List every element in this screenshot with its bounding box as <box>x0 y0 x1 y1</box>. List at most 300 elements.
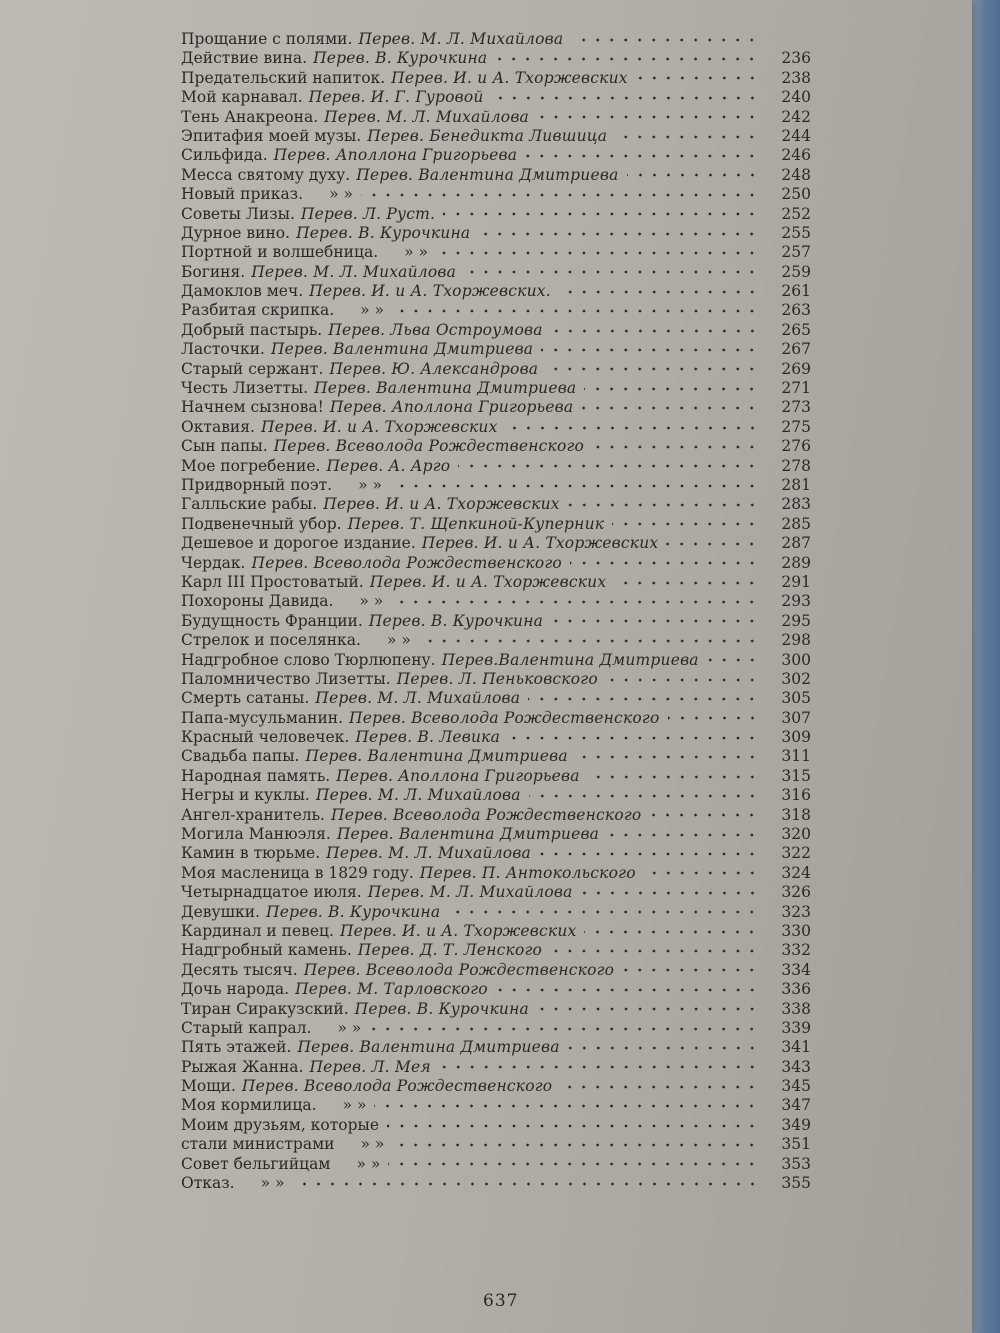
toc-entry <box>181 670 811 689</box>
dot-leader <box>388 1161 759 1167</box>
entry-translator: Перев. М. Л. Михайлова <box>324 107 529 126</box>
book-cover-edge <box>970 0 1000 1333</box>
dot-leader <box>570 560 759 566</box>
dot-leader <box>644 870 759 876</box>
entry-translator: » » <box>386 631 411 650</box>
dot-leader <box>614 580 759 586</box>
entry-title: Добрый пастырь. <box>181 320 323 339</box>
entry-page-number: 320 <box>781 825 811 844</box>
entry-translator: Перев. Валентина Дмитриева <box>297 1038 560 1057</box>
toc-entry <box>181 379 811 398</box>
entry-page-number: 334 <box>781 960 811 979</box>
entry-page-number: 257 <box>781 243 811 262</box>
dot-leader <box>612 521 759 527</box>
entry-title: Тень Анакреона. <box>181 107 319 126</box>
dot-leader <box>666 541 759 547</box>
entry-translator: Перев. В. Курочкина <box>354 999 529 1018</box>
entry-title: Старый сержант. <box>181 359 324 378</box>
entry-title: Негры и куклы. <box>181 786 310 805</box>
toc-entry <box>181 185 811 204</box>
entry-title: Моя кормилица. <box>181 1096 317 1115</box>
dot-leader <box>458 463 759 469</box>
dot-leader <box>539 851 759 857</box>
dot-leader <box>525 153 759 159</box>
entry-page-number: 345 <box>781 1077 811 1096</box>
entry-page-number: 263 <box>781 301 811 320</box>
entry-page-number: 259 <box>781 262 811 281</box>
dot-leader <box>584 386 759 392</box>
entry-page-number: 305 <box>781 689 811 708</box>
entry-translator: » » <box>359 592 384 611</box>
entry-page-number: 298 <box>781 631 811 650</box>
entry-translator: Перев. И. и А. Тхоржевских. <box>309 282 551 301</box>
entry-title: Надгробное слово Тюрлюпену. <box>181 650 436 669</box>
entry-page-number: 336 <box>781 980 811 999</box>
dot-leader <box>387 1123 759 1129</box>
dot-leader <box>568 1045 759 1051</box>
entry-title: Придворный поэт. <box>181 475 333 494</box>
entry-title: Новый приказ. <box>181 185 304 204</box>
toc-entry <box>181 166 811 185</box>
dot-leader <box>529 793 759 799</box>
entry-translator: Перев. И. и А. Тхоржевских <box>323 495 560 514</box>
dot-leader <box>636 75 759 81</box>
entry-page-number: 295 <box>781 611 811 630</box>
entry-title: Советы Лизы. <box>181 204 295 223</box>
toc-entry <box>181 980 811 999</box>
entry-title: Надгробный камень. <box>181 941 352 960</box>
entry-title: Десять тысяч. <box>181 960 298 979</box>
entry-translator: Перев. Всеволода Рождественского <box>349 708 660 727</box>
dot-leader <box>478 231 759 237</box>
entry-page-number: 323 <box>781 902 811 921</box>
entry-translator: Перев. А. Арго <box>326 456 451 475</box>
entry-translator: Перев. И. Г. Гуровой <box>308 88 484 107</box>
entry-title: Дамоклов меч. <box>181 282 304 301</box>
dot-leader <box>551 328 759 334</box>
toc-entry <box>181 1155 811 1174</box>
toc-entry <box>181 631 811 650</box>
entry-title: Папа-мусульманин. <box>181 708 344 727</box>
toc-entry <box>181 534 811 553</box>
entry-page-number: 278 <box>781 456 811 475</box>
entry-page-number: 309 <box>781 728 811 747</box>
table-of-contents <box>181 30 811 1193</box>
dot-leader <box>551 618 759 624</box>
entry-title: Похороны Давида. <box>181 592 334 611</box>
dot-leader <box>592 444 759 450</box>
toc-entry <box>181 224 811 243</box>
entry-translator: Перев. И. и А. Тхоржевских <box>421 534 659 553</box>
dot-leader <box>581 890 759 896</box>
dot-leader <box>419 638 759 644</box>
toc-entry <box>181 864 811 883</box>
entry-translator: Перев. Ю. Александрова <box>329 359 539 378</box>
entry-page-number: 244 <box>781 126 811 145</box>
toc-entry <box>181 340 811 359</box>
toc-entry <box>181 321 811 340</box>
entry-title: Тиран Сиракузский. <box>181 999 349 1018</box>
dot-leader <box>361 192 759 198</box>
dot-leader <box>627 172 759 178</box>
entry-page-number: 311 <box>781 747 811 766</box>
entry-page-number: 293 <box>781 592 811 611</box>
entry-page-number: 326 <box>781 883 811 902</box>
entry-title: Стрелок и поселянка. <box>181 631 361 650</box>
entry-page-number: 238 <box>781 68 811 87</box>
entry-title: Сын папы. <box>181 437 268 456</box>
toc-entry <box>181 825 811 844</box>
entry-page-number: 338 <box>781 999 811 1018</box>
dot-leader <box>508 735 759 741</box>
entry-title: Старый капрал. <box>181 1018 312 1037</box>
entry-page-number: 302 <box>781 669 811 688</box>
toc-entry <box>181 127 811 146</box>
entry-page-number: 267 <box>781 340 811 359</box>
dot-leader <box>293 1181 760 1187</box>
entry-translator: Перев. П. Антокольского <box>419 863 636 882</box>
entry-title: Предательский напиток. <box>181 68 386 87</box>
entry-title: Свадьба папы. <box>181 747 300 766</box>
toc-entry <box>181 592 811 611</box>
entry-title: Честь Лизетты. <box>181 379 309 398</box>
entry-title: Начнем сызнова! <box>181 398 324 417</box>
entry-title: Отказ. <box>181 1174 235 1193</box>
entry-translator: Перев. Аполлона Григорьева <box>273 146 518 165</box>
entry-title: Ангел-хранитель. <box>181 805 325 824</box>
entry-title: Кардинал и певец. <box>181 921 334 940</box>
dot-leader <box>588 774 759 780</box>
entry-translator: Перев. В. Курочкина <box>265 902 441 921</box>
entry-title: Дурное вино. <box>181 223 291 242</box>
toc-entry <box>181 806 811 825</box>
toc-entry <box>181 941 811 960</box>
entry-translator: Перев. Аполлона Григорьева <box>336 766 580 785</box>
dot-leader <box>649 812 759 818</box>
entry-translator: Перев. В. Курочкина <box>313 49 488 68</box>
toc-entry <box>181 495 811 514</box>
entry-page-number: 289 <box>781 553 811 572</box>
entry-title: Совет бельгийцам <box>181 1154 331 1173</box>
toc-entry <box>181 573 811 592</box>
entry-page-number: 283 <box>781 495 811 514</box>
entry-page-number: 332 <box>781 941 811 960</box>
dot-leader <box>496 987 759 993</box>
entry-translator: Перев. Валентина Дмитриева <box>356 165 619 184</box>
toc-entry <box>181 418 811 437</box>
dot-leader <box>464 269 759 275</box>
entry-translator: Перев. Валентина Дмитриева <box>305 747 568 766</box>
toc-entry <box>181 263 811 282</box>
entry-title: Паломничество Лизетты. <box>181 669 391 688</box>
dot-leader <box>448 909 759 915</box>
entry-page-number: 261 <box>781 282 811 301</box>
entry-translator: Перев. В. Курочкина <box>368 611 544 630</box>
entry-translator: » » <box>360 301 385 320</box>
entry-title: Моим друзьям, которые <box>181 1115 380 1134</box>
entry-translator: » » <box>329 185 353 204</box>
entry-translator: Перев. И. и А. Тхоржевских <box>391 68 628 87</box>
toc-entry <box>181 457 811 476</box>
entry-title: Карл III Простоватый. <box>181 572 364 591</box>
toc-entry <box>181 612 811 631</box>
toc-entry <box>181 1135 811 1154</box>
toc-entry <box>181 1174 811 1193</box>
toc-entry <box>181 1038 811 1057</box>
entry-page-number: 252 <box>781 204 811 223</box>
entry-translator: Перев. Всеволода Рождественского <box>303 960 615 979</box>
toc-entry <box>181 651 811 670</box>
dot-leader <box>391 599 759 605</box>
entry-translator: Перев. М. Л. Михайлова <box>251 262 457 281</box>
dot-leader <box>571 37 759 43</box>
entry-translator: Перев.Валентина Дмитриева <box>441 650 699 669</box>
entry-title: Мое погребение. <box>181 456 321 475</box>
toc-entry <box>181 146 811 165</box>
entry-title: Дочь народа. <box>181 980 290 999</box>
toc-entry <box>181 1116 811 1135</box>
entry-page-number: 242 <box>781 107 811 126</box>
dot-leader <box>537 1006 759 1012</box>
entry-page-number: 316 <box>781 786 811 805</box>
toc-entry <box>181 1096 811 1115</box>
entry-title: Народная память. <box>181 766 331 785</box>
entry-title: Могила Манюэля. <box>181 825 331 844</box>
dot-leader <box>528 696 759 702</box>
entry-translator: Перев. М. Л. Михайлова <box>358 30 564 48</box>
entry-page-number: 339 <box>781 1018 811 1037</box>
entry-title: Камин в тюрьме. <box>181 844 321 863</box>
entry-title: Дешевое и дорогое издание. <box>181 534 416 553</box>
dot-leader <box>546 366 759 372</box>
entry-page-number: 330 <box>781 921 811 940</box>
toc-entry <box>181 1058 811 1077</box>
entry-translator: Перев. Всеволода Рождественского <box>251 553 562 572</box>
entry-page-number: 353 <box>781 1154 811 1173</box>
entry-translator: Перев. М. Тарловского <box>295 980 488 999</box>
entry-page-number: 318 <box>781 805 811 824</box>
entry-page-number: 315 <box>781 766 811 785</box>
entry-title: Галльские рабы. <box>181 495 318 514</box>
entry-translator: Перев. М. Л. Михайлова <box>326 844 531 863</box>
entry-page-number: 275 <box>781 417 811 436</box>
entry-page-number: 285 <box>781 514 811 533</box>
dot-leader <box>392 1142 759 1148</box>
toc-entry <box>181 883 811 902</box>
entry-translator: Перев. В. Левика <box>355 728 501 747</box>
dot-leader <box>392 308 759 314</box>
entry-translator: » » <box>404 243 429 262</box>
toc-entry <box>181 301 811 320</box>
entry-page-number: 347 <box>781 1096 811 1115</box>
entry-translator: Перев. Л. Руст. <box>300 204 436 223</box>
entry-page-number: 250 <box>781 185 811 204</box>
entry-page-number: 343 <box>781 1057 811 1076</box>
entry-translator: Перев. Всеволода Рождественского <box>273 437 585 456</box>
entry-translator: Перев. Л. Мея <box>309 1057 431 1076</box>
entry-page-number: 248 <box>781 165 811 184</box>
entry-title: Октавия. <box>181 417 255 436</box>
dot-leader <box>443 211 759 217</box>
toc-entry <box>181 88 811 107</box>
entry-page-number: 269 <box>781 359 811 378</box>
entry-title: Ласточки. <box>181 340 265 359</box>
entry-title: Эпитафия моей музы. <box>181 126 362 145</box>
page-number: 637 <box>483 1291 519 1311</box>
entry-translator: Перев. И. и А. Тхоржевских <box>260 417 498 436</box>
entry-title: Действие вина. <box>181 49 308 68</box>
toc-entry <box>181 205 811 224</box>
entry-title: Разбитая скрипка. <box>181 301 335 320</box>
entry-title: Мощи. <box>181 1077 236 1096</box>
entry-page-number: 300 <box>781 650 811 669</box>
toc-entry <box>181 476 811 495</box>
dot-leader <box>550 948 759 954</box>
entry-page-number: 324 <box>781 863 811 882</box>
dot-leader <box>559 289 759 295</box>
dot-leader <box>506 425 759 431</box>
entry-translator: Перев. Всеволода Рождественского <box>241 1077 553 1096</box>
entry-page-number: 265 <box>781 320 811 339</box>
entry-translator: Перев. Валентина Дмитриева <box>336 825 600 844</box>
entry-page-number: 273 <box>781 398 811 417</box>
toc-entry <box>181 515 811 534</box>
entry-page-number: 240 <box>781 88 811 107</box>
entry-translator: Перев. Аполлона Григорьева <box>329 398 574 417</box>
entry-page-number: 355 <box>781 1174 811 1193</box>
entry-translator: » » <box>356 1154 381 1173</box>
entry-page-number: 287 <box>781 534 811 553</box>
toc-entry <box>181 398 811 417</box>
entry-page-number: 271 <box>781 379 811 398</box>
dot-leader <box>607 832 759 838</box>
entry-translator: Перев. М. Л. Михайлова <box>315 689 521 708</box>
entry-page-number: 281 <box>781 475 811 494</box>
toc-entry <box>181 1077 811 1096</box>
toc-entry <box>181 243 811 262</box>
toc-entry <box>181 49 811 68</box>
dot-leader <box>492 95 759 101</box>
dot-leader <box>560 1084 759 1090</box>
entry-translator: » » <box>358 475 382 494</box>
dot-leader <box>369 1026 759 1032</box>
entry-page-number: 322 <box>781 844 811 863</box>
dot-leader <box>537 114 759 120</box>
toc-entry <box>181 747 811 766</box>
dot-leader <box>615 134 759 140</box>
entry-title: Богиня. <box>181 262 246 281</box>
entry-page-number: 236 <box>781 49 811 68</box>
toc-entry <box>181 728 811 747</box>
entry-page-number: 341 <box>781 1038 811 1057</box>
entry-translator: Перев. Бенедикта Лившица <box>367 126 608 145</box>
entry-page-number: 307 <box>781 708 811 727</box>
toc-entry <box>181 282 811 301</box>
entry-translator: Перев. Л. Пеньковского <box>396 669 598 688</box>
entry-translator: Перев. Д. Т. Ленского <box>357 941 543 960</box>
entry-translator: Перев. Валентина Дмитриева <box>270 340 534 359</box>
entry-translator: Перев. И. и А. Тхоржевских <box>369 572 607 591</box>
entry-title: Моя масленица в 1829 году. <box>181 863 414 882</box>
entry-translator: Перев. М. Л. Михайлова <box>367 883 573 902</box>
entry-title: Прощание с полями. <box>181 30 353 48</box>
toc-entry <box>181 903 811 922</box>
toc-entry <box>181 30 811 49</box>
dot-leader <box>581 405 759 411</box>
toc-entry <box>181 844 811 863</box>
dot-leader <box>390 483 759 489</box>
toc-entry <box>181 689 811 708</box>
toc-entry <box>181 69 811 88</box>
dot-leader <box>436 250 759 256</box>
entry-page-number: 276 <box>781 437 811 456</box>
toc-entry <box>181 786 811 805</box>
entry-title: Сильфида. <box>181 146 268 165</box>
entry-translator: Перев. Валентина Дмитриева <box>314 379 577 398</box>
entry-translator: » » <box>360 1135 385 1154</box>
entry-title: Четырнадцатое июля. <box>181 883 362 902</box>
entry-translator: Перев. И. и А. Тхоржевских <box>339 921 577 940</box>
entry-title: стали министрами <box>181 1135 335 1154</box>
entry-page-number: 351 <box>781 1135 811 1154</box>
toc-entry <box>181 709 811 728</box>
entry-page-number: 349 <box>781 1115 811 1134</box>
entry-title: Рыжая Жанна. <box>181 1057 304 1076</box>
dot-leader <box>584 929 759 935</box>
entry-page-number: 246 <box>781 146 811 165</box>
entry-translator: Перев. Льва Остроумова <box>328 320 543 339</box>
entry-translator: Перев. Всеволода Рождественского <box>330 805 642 824</box>
entry-translator: Перев. В. Курочкина <box>296 223 471 242</box>
dot-leader <box>707 657 759 663</box>
toc-entry <box>181 554 811 573</box>
entry-page-number: 255 <box>781 223 811 242</box>
toc-entry <box>181 437 811 456</box>
entry-title: Будущность Франции. <box>181 611 363 630</box>
entry-translator: » » <box>260 1174 285 1193</box>
dot-leader <box>606 677 759 683</box>
entry-translator: Перев. Т. Щепкиной-Куперник <box>347 514 605 533</box>
toc-entry <box>181 922 811 941</box>
entry-title: Мой карнавал. <box>181 88 303 107</box>
entry-title: Портной и волшебница. <box>181 243 379 262</box>
dot-leader <box>495 56 759 62</box>
toc-entry <box>181 108 811 127</box>
entry-page-number: 291 <box>781 572 811 591</box>
dot-leader <box>668 715 760 721</box>
toc-entry <box>181 767 811 786</box>
entry-title: Смерть сатаны. <box>181 689 310 708</box>
dot-leader <box>576 754 759 760</box>
toc-entry <box>181 961 811 980</box>
entry-title: Месса святому духу. <box>181 165 351 184</box>
entry-title: Красный человечек. <box>181 728 350 747</box>
entry-translator: » » <box>337 1018 362 1037</box>
toc-entry <box>181 360 811 379</box>
dot-leader <box>568 502 759 508</box>
entry-translator: » » <box>342 1096 367 1115</box>
dot-leader <box>439 1064 759 1070</box>
entry-title: Девушки. <box>181 902 260 921</box>
dot-leader <box>622 967 759 973</box>
entry-translator: Перев. М. Л. Михайлова <box>315 786 521 805</box>
entry-title: Пять этажей. <box>181 1038 292 1057</box>
entry-title: Подвенечный убор. <box>181 514 342 533</box>
toc-entry <box>181 1019 811 1038</box>
toc-entry <box>181 1000 811 1019</box>
dot-leader <box>374 1103 759 1109</box>
dot-leader <box>541 347 759 353</box>
